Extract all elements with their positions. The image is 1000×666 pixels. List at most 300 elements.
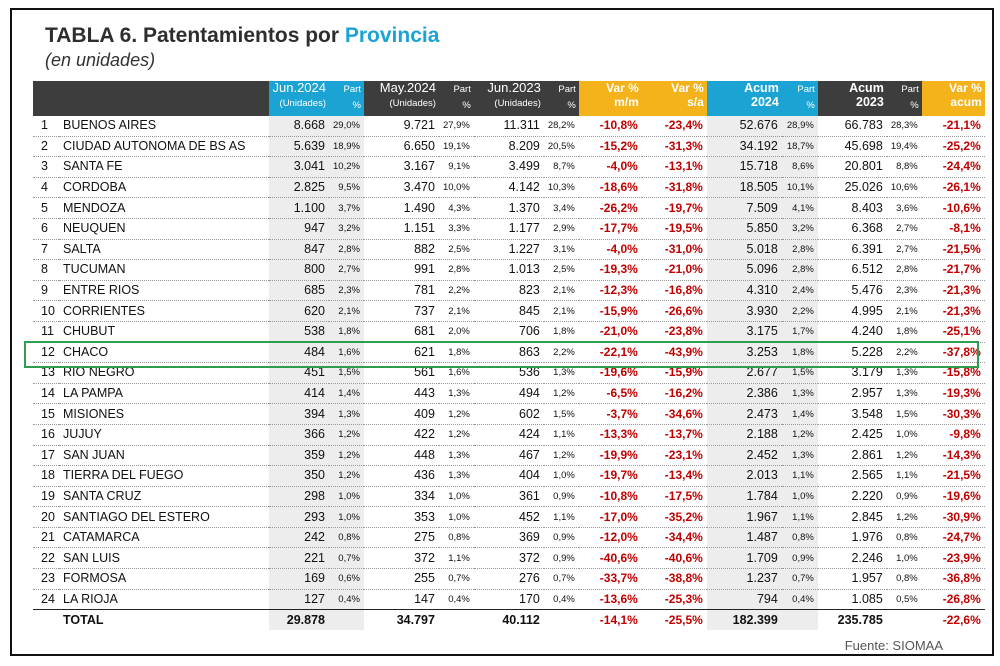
province-name: SANTA CRUZ [59,486,269,507]
cell-jun2023: 404 [474,466,544,487]
province-name: BUENOS AIRES [59,116,269,136]
cell-part-5: 1,5% [887,404,922,425]
cell-var-sa: -13,4% [642,466,707,487]
cell-part-5: 0,8% [887,569,922,590]
cell-may2024: 448 [364,445,439,466]
cell-part-1: 1,3% [329,404,364,425]
table-row [33,177,985,198]
cell-acum2024: 5.018 [707,239,782,260]
cell-acum2024: 5.096 [707,260,782,281]
cell-part-5: 2,7% [887,239,922,260]
total-acum2024: 182.399 [707,610,782,630]
header-may2024: May.2024 (Unidades) [364,81,439,116]
cell-part-4: 0,7% [782,569,818,590]
cell-part-3: 1,5% [544,404,579,425]
table-row [33,404,985,425]
cell-acum2023: 2.246 [818,548,887,569]
cell-acum2023: 2.957 [818,383,887,404]
cell-may2024: 1.490 [364,198,439,219]
cell-part-2: 1,1% [439,548,474,569]
cell-var-acum: -24,7% [922,527,985,548]
cell-var-sa: -31,8% [642,177,707,198]
cell-var-mm: -22,1% [579,342,642,363]
cell-acum2023: 25.026 [818,177,887,198]
cell-part-2: 10,0% [439,177,474,198]
cell-acum2023: 5.476 [818,280,887,301]
cell-may2024: 422 [364,424,439,445]
cell-part-5: 0,5% [887,589,922,610]
cell-part-3: 2,2% [544,342,579,363]
total-var-mm: -14,1% [579,610,642,630]
cell-part-1: 1,6% [329,342,364,363]
row-index: 11 [33,321,59,342]
province-name: RIO NEGRO [59,363,269,384]
province-name: CHUBUT [59,321,269,342]
cell-jun2024: 414 [269,383,329,404]
cell-acum2023: 2.425 [818,424,887,445]
header-var-mm: Var % m/m [579,81,642,116]
cell-part-2: 1,8% [439,342,474,363]
cell-part-5: 2,8% [887,260,922,281]
total-label: TOTAL [59,610,269,630]
cell-acum2024: 794 [707,589,782,610]
cell-acum2024: 2.188 [707,424,782,445]
row-index: 4 [33,177,59,198]
province-name: CHACO [59,342,269,363]
cell-acum2023: 66.783 [818,116,887,136]
cell-var-mm: -10,8% [579,116,642,136]
cell-part-3: 0,9% [544,548,579,569]
cell-var-sa: -43,9% [642,342,707,363]
cell-jun2023: 863 [474,342,544,363]
cell-part-3: 20,5% [544,136,579,157]
cell-var-sa: -21,0% [642,260,707,281]
cell-part-1: 10,2% [329,157,364,178]
cell-part-4: 1,1% [782,507,818,528]
province-name: CORRIENTES [59,301,269,322]
cell-jun2024: 685 [269,280,329,301]
cell-part-1: 1,2% [329,466,364,487]
cell-part-1: 1,5% [329,363,364,384]
cell-var-sa: -31,0% [642,239,707,260]
cell-part-1: 18,9% [329,136,364,157]
cell-var-sa: -23,1% [642,445,707,466]
cell-acum2024: 34.192 [707,136,782,157]
cell-var-mm: -15,2% [579,136,642,157]
cell-part-3: 8,7% [544,157,579,178]
cell-jun2023: 823 [474,280,544,301]
table-row [33,136,985,157]
cell-part-5: 2,2% [887,342,922,363]
cell-part-2: 9,1% [439,157,474,178]
cell-part-3: 1,2% [544,383,579,404]
cell-part-4: 28,9% [782,116,818,136]
cell-acum2023: 3.179 [818,363,887,384]
cell-var-acum: -21,5% [922,466,985,487]
cell-acum2023: 1.976 [818,527,887,548]
row-index: 2 [33,136,59,157]
cell-part-2: 2,2% [439,280,474,301]
cell-jun2024: 298 [269,486,329,507]
row-index: 17 [33,445,59,466]
total-may2024: 34.797 [364,610,439,630]
cell-part-3: 1,0% [544,466,579,487]
table-row [33,548,985,569]
cell-part-2: 1,0% [439,507,474,528]
table-row [33,589,985,610]
cell-jun2024: 8.668 [269,116,329,136]
table-row [33,569,985,590]
cell-part-2: 3,3% [439,218,474,239]
cell-jun2023: 369 [474,527,544,548]
cell-part-4: 1,4% [782,404,818,425]
cell-acum2024: 3.930 [707,301,782,322]
cell-acum2024: 1.709 [707,548,782,569]
cell-var-acum: -21,7% [922,260,985,281]
cell-may2024: 882 [364,239,439,260]
cell-jun2023: 11.311 [474,116,544,136]
cell-var-acum: -37,8% [922,342,985,363]
cell-part-3: 2,1% [544,280,579,301]
table-row [33,466,985,487]
header-row [33,81,985,116]
cell-var-mm: -40,6% [579,548,642,569]
header-acum2024: Acum 2024 [707,81,782,116]
cell-may2024: 561 [364,363,439,384]
cell-var-sa: -25,3% [642,589,707,610]
cell-acum2023: 1.957 [818,569,887,590]
cell-var-acum: -19,3% [922,383,985,404]
row-index: 12 [33,342,59,363]
cell-var-sa: -13,1% [642,157,707,178]
cell-acum2023: 1.085 [818,589,887,610]
cell-jun2024: 394 [269,404,329,425]
cell-var-sa: -26,6% [642,301,707,322]
header-part-4: Part % [782,81,818,116]
cell-part-4: 10,1% [782,177,818,198]
cell-jun2023: 4.142 [474,177,544,198]
cell-var-sa: -40,6% [642,548,707,569]
cell-var-mm: -26,2% [579,198,642,219]
cell-part-1: 2,7% [329,260,364,281]
cell-var-acum: -24,4% [922,157,985,178]
cell-var-sa: -15,9% [642,363,707,384]
cell-var-acum: -25,2% [922,136,985,157]
table-subtitle: (en unidades) [45,50,156,70]
cell-part-3: 0,9% [544,527,579,548]
cell-may2024: 334 [364,486,439,507]
cell-part-2: 19,1% [439,136,474,157]
cell-part-3: 1,1% [544,507,579,528]
chaco-highlight-box [24,341,979,368]
cell-jun2024: 1.100 [269,198,329,219]
cell-var-acum: -36,8% [922,569,985,590]
cell-var-mm: -4,0% [579,157,642,178]
cell-var-acum: -14,3% [922,445,985,466]
cell-acum2024: 2.473 [707,404,782,425]
cell-part-4: 0,9% [782,548,818,569]
cell-jun2024: 5.639 [269,136,329,157]
cell-part-2: 1,2% [439,404,474,425]
cell-jun2023: 1.013 [474,260,544,281]
cell-var-sa: -23,8% [642,321,707,342]
cell-var-sa: -16,8% [642,280,707,301]
total-jun2023: 40.112 [474,610,544,630]
row-index: 16 [33,424,59,445]
cell-part-2: 0,7% [439,569,474,590]
cell-part-2: 1,6% [439,363,474,384]
cell-acum2024: 52.676 [707,116,782,136]
cell-part-5: 28,3% [887,116,922,136]
row-index: 21 [33,527,59,548]
cell-var-acum: -19,6% [922,486,985,507]
header-part-5: Part % [887,81,922,116]
cell-acum2024: 2.452 [707,445,782,466]
cell-part-3: 3,4% [544,198,579,219]
row-index: 23 [33,569,59,590]
cell-jun2023: 467 [474,445,544,466]
cell-part-1: 1,2% [329,445,364,466]
cell-jun2024: 293 [269,507,329,528]
province-name: TUCUMAN [59,260,269,281]
row-index: 19 [33,486,59,507]
cell-acum2024: 3.175 [707,321,782,342]
table-row [33,218,985,239]
cell-part-5: 1,2% [887,507,922,528]
cell-part-3: 1,2% [544,445,579,466]
cell-jun2024: 947 [269,218,329,239]
cell-part-5: 19,4% [887,136,922,157]
table-row [33,301,985,322]
cell-part-2: 0,4% [439,589,474,610]
cell-part-5: 1,0% [887,424,922,445]
cell-var-mm: -12,3% [579,280,642,301]
cell-part-3: 28,2% [544,116,579,136]
cell-part-1: 1,2% [329,424,364,445]
cell-part-1: 0,7% [329,548,364,569]
cell-jun2023: 3.499 [474,157,544,178]
cell-acum2024: 4.310 [707,280,782,301]
cell-acum2023: 6.391 [818,239,887,260]
cell-part-2: 1,0% [439,486,474,507]
cell-acum2024: 1.237 [707,569,782,590]
cell-jun2023: 536 [474,363,544,384]
province-name: SANTA FE [59,157,269,178]
cell-jun2024: 800 [269,260,329,281]
province-name: SAN JUAN [59,445,269,466]
row-index: 7 [33,239,59,260]
cell-var-acum: -26,1% [922,177,985,198]
cell-jun2023: 372 [474,548,544,569]
table-row [33,198,985,219]
province-name: LA RIOJA [59,589,269,610]
province-name: MISIONES [59,404,269,425]
cell-part-5: 2,1% [887,301,922,322]
cell-may2024: 6.650 [364,136,439,157]
cell-part-4: 1,2% [782,424,818,445]
cell-may2024: 1.151 [364,218,439,239]
cell-var-sa: -16,2% [642,383,707,404]
cell-part-4: 8,6% [782,157,818,178]
row-index: 14 [33,383,59,404]
cell-part-5: 1,8% [887,321,922,342]
cell-part-1: 9,5% [329,177,364,198]
cell-var-mm: -12,0% [579,527,642,548]
cell-part-4: 1,3% [782,445,818,466]
cell-may2024: 3.470 [364,177,439,198]
row-index: 10 [33,301,59,322]
cell-part-1: 1,0% [329,486,364,507]
cell-part-5: 1,3% [887,363,922,384]
cell-var-mm: -6,5% [579,383,642,404]
cell-var-mm: -21,0% [579,321,642,342]
cell-part-1: 0,4% [329,589,364,610]
cell-part-1: 1,8% [329,321,364,342]
cell-part-1: 3,7% [329,198,364,219]
cell-may2024: 3.167 [364,157,439,178]
cell-jun2023: 452 [474,507,544,528]
cell-part-4: 0,4% [782,589,818,610]
province-name: ENTRE RIOS [59,280,269,301]
table-row [33,424,985,445]
row-index: 15 [33,404,59,425]
cell-part-4: 4,1% [782,198,818,219]
cell-jun2023: 8.209 [474,136,544,157]
cell-jun2024: 847 [269,239,329,260]
cell-var-mm: -19,7% [579,466,642,487]
table-row [33,280,985,301]
cell-part-2: 4,3% [439,198,474,219]
row-index: 8 [33,260,59,281]
cell-var-mm: -13,6% [579,589,642,610]
table-row [33,157,985,178]
table-row [33,260,985,281]
cell-acum2024: 3.253 [707,342,782,363]
cell-acum2023: 20.801 [818,157,887,178]
cell-var-acum: -8,1% [922,218,985,239]
table-row [33,383,985,404]
cell-part-4: 2,2% [782,301,818,322]
cell-part-1: 1,4% [329,383,364,404]
cell-jun2024: 3.041 [269,157,329,178]
cell-var-sa: -35,2% [642,507,707,528]
cell-part-3: 0,7% [544,569,579,590]
province-name: SALTA [59,239,269,260]
cell-acum2024: 1.967 [707,507,782,528]
cell-var-mm: -33,7% [579,569,642,590]
province-name: JUJUY [59,424,269,445]
cell-jun2024: 538 [269,321,329,342]
cell-acum2023: 4.995 [818,301,887,322]
cell-part-1: 1,0% [329,507,364,528]
cell-var-sa: -31,3% [642,136,707,157]
cell-jun2023: 1.370 [474,198,544,219]
row-index: 1 [33,116,59,136]
cell-part-4: 1,5% [782,363,818,384]
cell-var-mm: -13,3% [579,424,642,445]
cell-part-1: 0,8% [329,527,364,548]
cell-jun2023: 706 [474,321,544,342]
cell-part-3: 10,3% [544,177,579,198]
cell-var-sa: -13,7% [642,424,707,445]
cell-jun2024: 451 [269,363,329,384]
cell-jun2024: 242 [269,527,329,548]
cell-var-acum: -30,9% [922,507,985,528]
cell-jun2024: 350 [269,466,329,487]
cell-var-acum: -21,3% [922,301,985,322]
province-name: CORDOBA [59,177,269,198]
cell-part-1: 2,3% [329,280,364,301]
cell-part-4: 1,7% [782,321,818,342]
cell-jun2024: 2.825 [269,177,329,198]
cell-var-mm: -19,9% [579,445,642,466]
cell-part-3: 0,4% [544,589,579,610]
header-part-1: Part % [329,81,364,116]
cell-part-3: 2,5% [544,260,579,281]
cell-var-sa: -23,4% [642,116,707,136]
header-part-2: Part % [439,81,474,116]
cell-var-sa: -34,6% [642,404,707,425]
cell-part-5: 3,6% [887,198,922,219]
cell-var-acum: -23,9% [922,548,985,569]
cell-jun2023: 845 [474,301,544,322]
cell-part-4: 1,8% [782,342,818,363]
cell-jun2023: 602 [474,404,544,425]
cell-part-2: 1,3% [439,445,474,466]
header-jun2024: Jun.2024 (Unidades) [269,81,329,116]
cell-part-2: 1,3% [439,383,474,404]
cell-acum2024: 1.784 [707,486,782,507]
cell-jun2023: 494 [474,383,544,404]
cell-acum2023: 6.368 [818,218,887,239]
cell-part-3: 2,1% [544,301,579,322]
cell-jun2023: 170 [474,589,544,610]
total-row [33,610,985,630]
row-index: 22 [33,548,59,569]
cell-part-2: 27,9% [439,116,474,136]
total-var-acum: -22,6% [922,610,985,630]
cell-acum2024: 2.386 [707,383,782,404]
cell-var-mm: -15,9% [579,301,642,322]
cell-var-mm: -4,0% [579,239,642,260]
cell-var-acum: -25,1% [922,321,985,342]
cell-var-acum: -21,3% [922,280,985,301]
cell-var-acum: -21,5% [922,239,985,260]
cell-part-4: 3,2% [782,218,818,239]
cell-var-acum: -21,1% [922,116,985,136]
row-index: 24 [33,589,59,610]
cell-part-2: 0,8% [439,527,474,548]
cell-part-3: 2,9% [544,218,579,239]
cell-var-mm: -17,0% [579,507,642,528]
cell-var-sa: -19,5% [642,218,707,239]
cell-part-2: 1,2% [439,424,474,445]
cell-acum2023: 3.548 [818,404,887,425]
province-name: FORMOSA [59,569,269,590]
cell-part-4: 1,3% [782,383,818,404]
cell-jun2023: 1.177 [474,218,544,239]
cell-jun2024: 366 [269,424,329,445]
cell-acum2023: 4.240 [818,321,887,342]
cell-may2024: 353 [364,507,439,528]
province-name: TIERRA DEL FUEGO [59,466,269,487]
province-name: SAN LUIS [59,548,269,569]
header-part-3: Part % [544,81,579,116]
cell-jun2024: 484 [269,342,329,363]
cell-var-acum: -30,3% [922,404,985,425]
cell-part-4: 1,0% [782,486,818,507]
row-index: 20 [33,507,59,528]
